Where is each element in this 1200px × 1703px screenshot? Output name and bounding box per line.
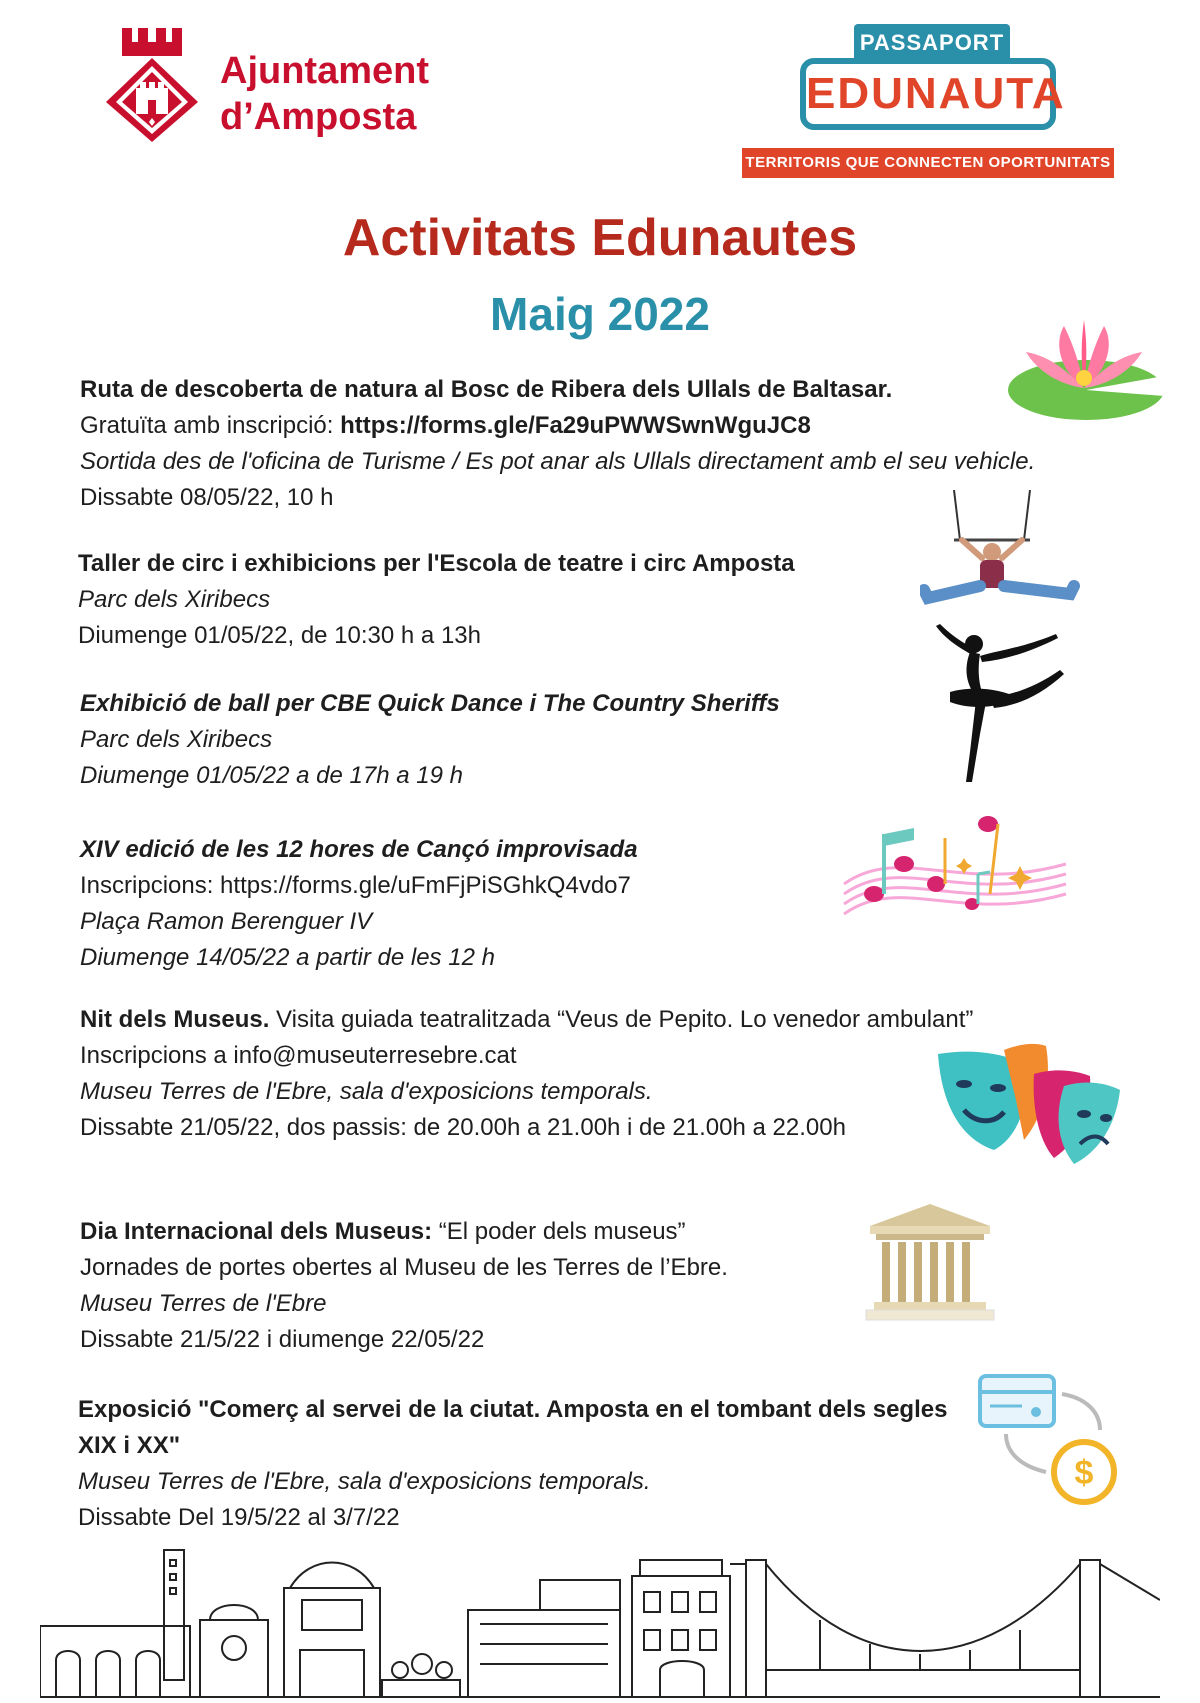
page-title: Activitats Edunautes (342, 209, 858, 267)
activity-7 (78, 1392, 978, 1536)
ajuntament-line-1: Ajuntament (220, 50, 429, 92)
activity-3-place: Parc dels Xiribecs (80, 726, 273, 753)
activity-7-title: Exposició "Comerç al servei de la ciutat. Amposta en el tombant dels segles XIX i XX" (78, 1396, 948, 1459)
activity-5-date: Dissabte 21/05/22, dos passis: de 20.00h a 21.00h i de 21.00h a 22.00h (80, 1114, 846, 1141)
acrobat-icon (920, 490, 1080, 610)
amposta-crest-icon (104, 22, 200, 142)
city-skyline-icon (40, 1540, 1160, 1698)
lotus-icon (1004, 316, 1164, 426)
activity-2 (78, 546, 795, 654)
activity-2-place: Parc dels Xiribecs (78, 586, 271, 613)
edunauta-logo-text: EDUNAUTA (800, 58, 1056, 130)
activity-4-title: XIV edició de les 12 hores de Cançó improvisada (80, 836, 638, 863)
activity-6-title-rest: “El poder dels museus” (432, 1218, 686, 1245)
activity-1-place: Sortida des de l'oficina de Turisme / Es pot anar als Ullals directament amb el seu vehicle. (80, 448, 1036, 475)
activity-1-date: Dissabte 08/05/22, 10 h (80, 484, 334, 511)
activity-6-description: Jornades de portes obertes al Museu de les Terres de l’Ebre. (80, 1254, 728, 1281)
activity-4-place: Plaça Ramon Berenguer IV (80, 908, 373, 935)
activity-4-registration[interactable]: Inscripcions: https://forms.gle/uFmFjPiSGhkQ4vdo7 (80, 872, 631, 899)
activity-6-title-bold: Dia Internacional dels Museus: (80, 1218, 433, 1245)
music-notes-icon (840, 814, 1070, 934)
activity-7-place: Museu Terres de l'Ebre, sala d'exposicions temporals. (78, 1468, 651, 1495)
activity-2-title: Taller de circ i exhibicions per l'Escola de teatre i circ Amposta (78, 550, 795, 577)
passaport-label: PASSAPORT (854, 24, 1010, 62)
activity-5-title (80, 1002, 973, 1038)
activity-1-registration (80, 408, 1035, 444)
activity-6-date: Dissabte 21/5/22 i diumenge 22/05/22 (80, 1326, 485, 1353)
ballerina-icon (930, 622, 1070, 782)
activity-3-date: Diumenge 01/05/22 a de 17h a 19 h (80, 762, 463, 789)
activity-3-title: Exhibició de ball per CBE Quick Dance i The Country Sheriffs (80, 690, 780, 717)
activity-7-date: Dissabte Del 19/5/22 al 3/7/22 (78, 1504, 400, 1531)
activity-4-date: Diumenge 14/05/22 a partir de les 12 h (80, 944, 495, 971)
activity-5-title-rest: Visita guiada teatralitzada “Veus de Pepito. Lo venedor ambulant” (269, 1006, 974, 1033)
activity-5-registration[interactable]: Inscripcions a info@museuterresebre.cat (80, 1042, 517, 1069)
svg-text:$: $ (1074, 1454, 1094, 1492)
activity-2-date: Diumenge 01/05/22, de 10:30 h a 13h (78, 622, 481, 649)
museum-icon (862, 1202, 998, 1326)
commerce-icon (976, 1372, 1120, 1508)
ajuntament-line-2: d’Amposta (220, 96, 417, 138)
activity-4 (80, 832, 638, 976)
ajuntament-name (220, 48, 429, 140)
edunauta-tagline: TERRITORIS QUE CONNECTEN OPORTUNITATS (742, 148, 1114, 178)
activity-6 (80, 1214, 728, 1358)
activity-1 (80, 372, 1035, 516)
theatre-masks-icon (934, 1040, 1124, 1170)
activity-5-place: Museu Terres de l'Ebre, sala d'exposicions temporals. (80, 1078, 653, 1105)
activity-5-title-bold: Nit dels Museus. (80, 1006, 270, 1033)
activity-3 (80, 686, 780, 794)
activity-5 (80, 1002, 973, 1146)
activity-1-registration-link[interactable]: https://forms.gle/Fa29uPWWSwnWguJC8 (340, 412, 811, 439)
activity-1-title: Ruta de descoberta de natura al Bosc de Ribera dels Ullals de Baltasar. (80, 376, 893, 403)
activity-6-title (80, 1214, 728, 1250)
activity-1-registration-label: Gratuïta amb inscripció: (80, 412, 341, 439)
activity-6-place: Museu Terres de l'Ebre (80, 1290, 327, 1317)
page-subtitle: Maig 2022 (490, 288, 710, 340)
